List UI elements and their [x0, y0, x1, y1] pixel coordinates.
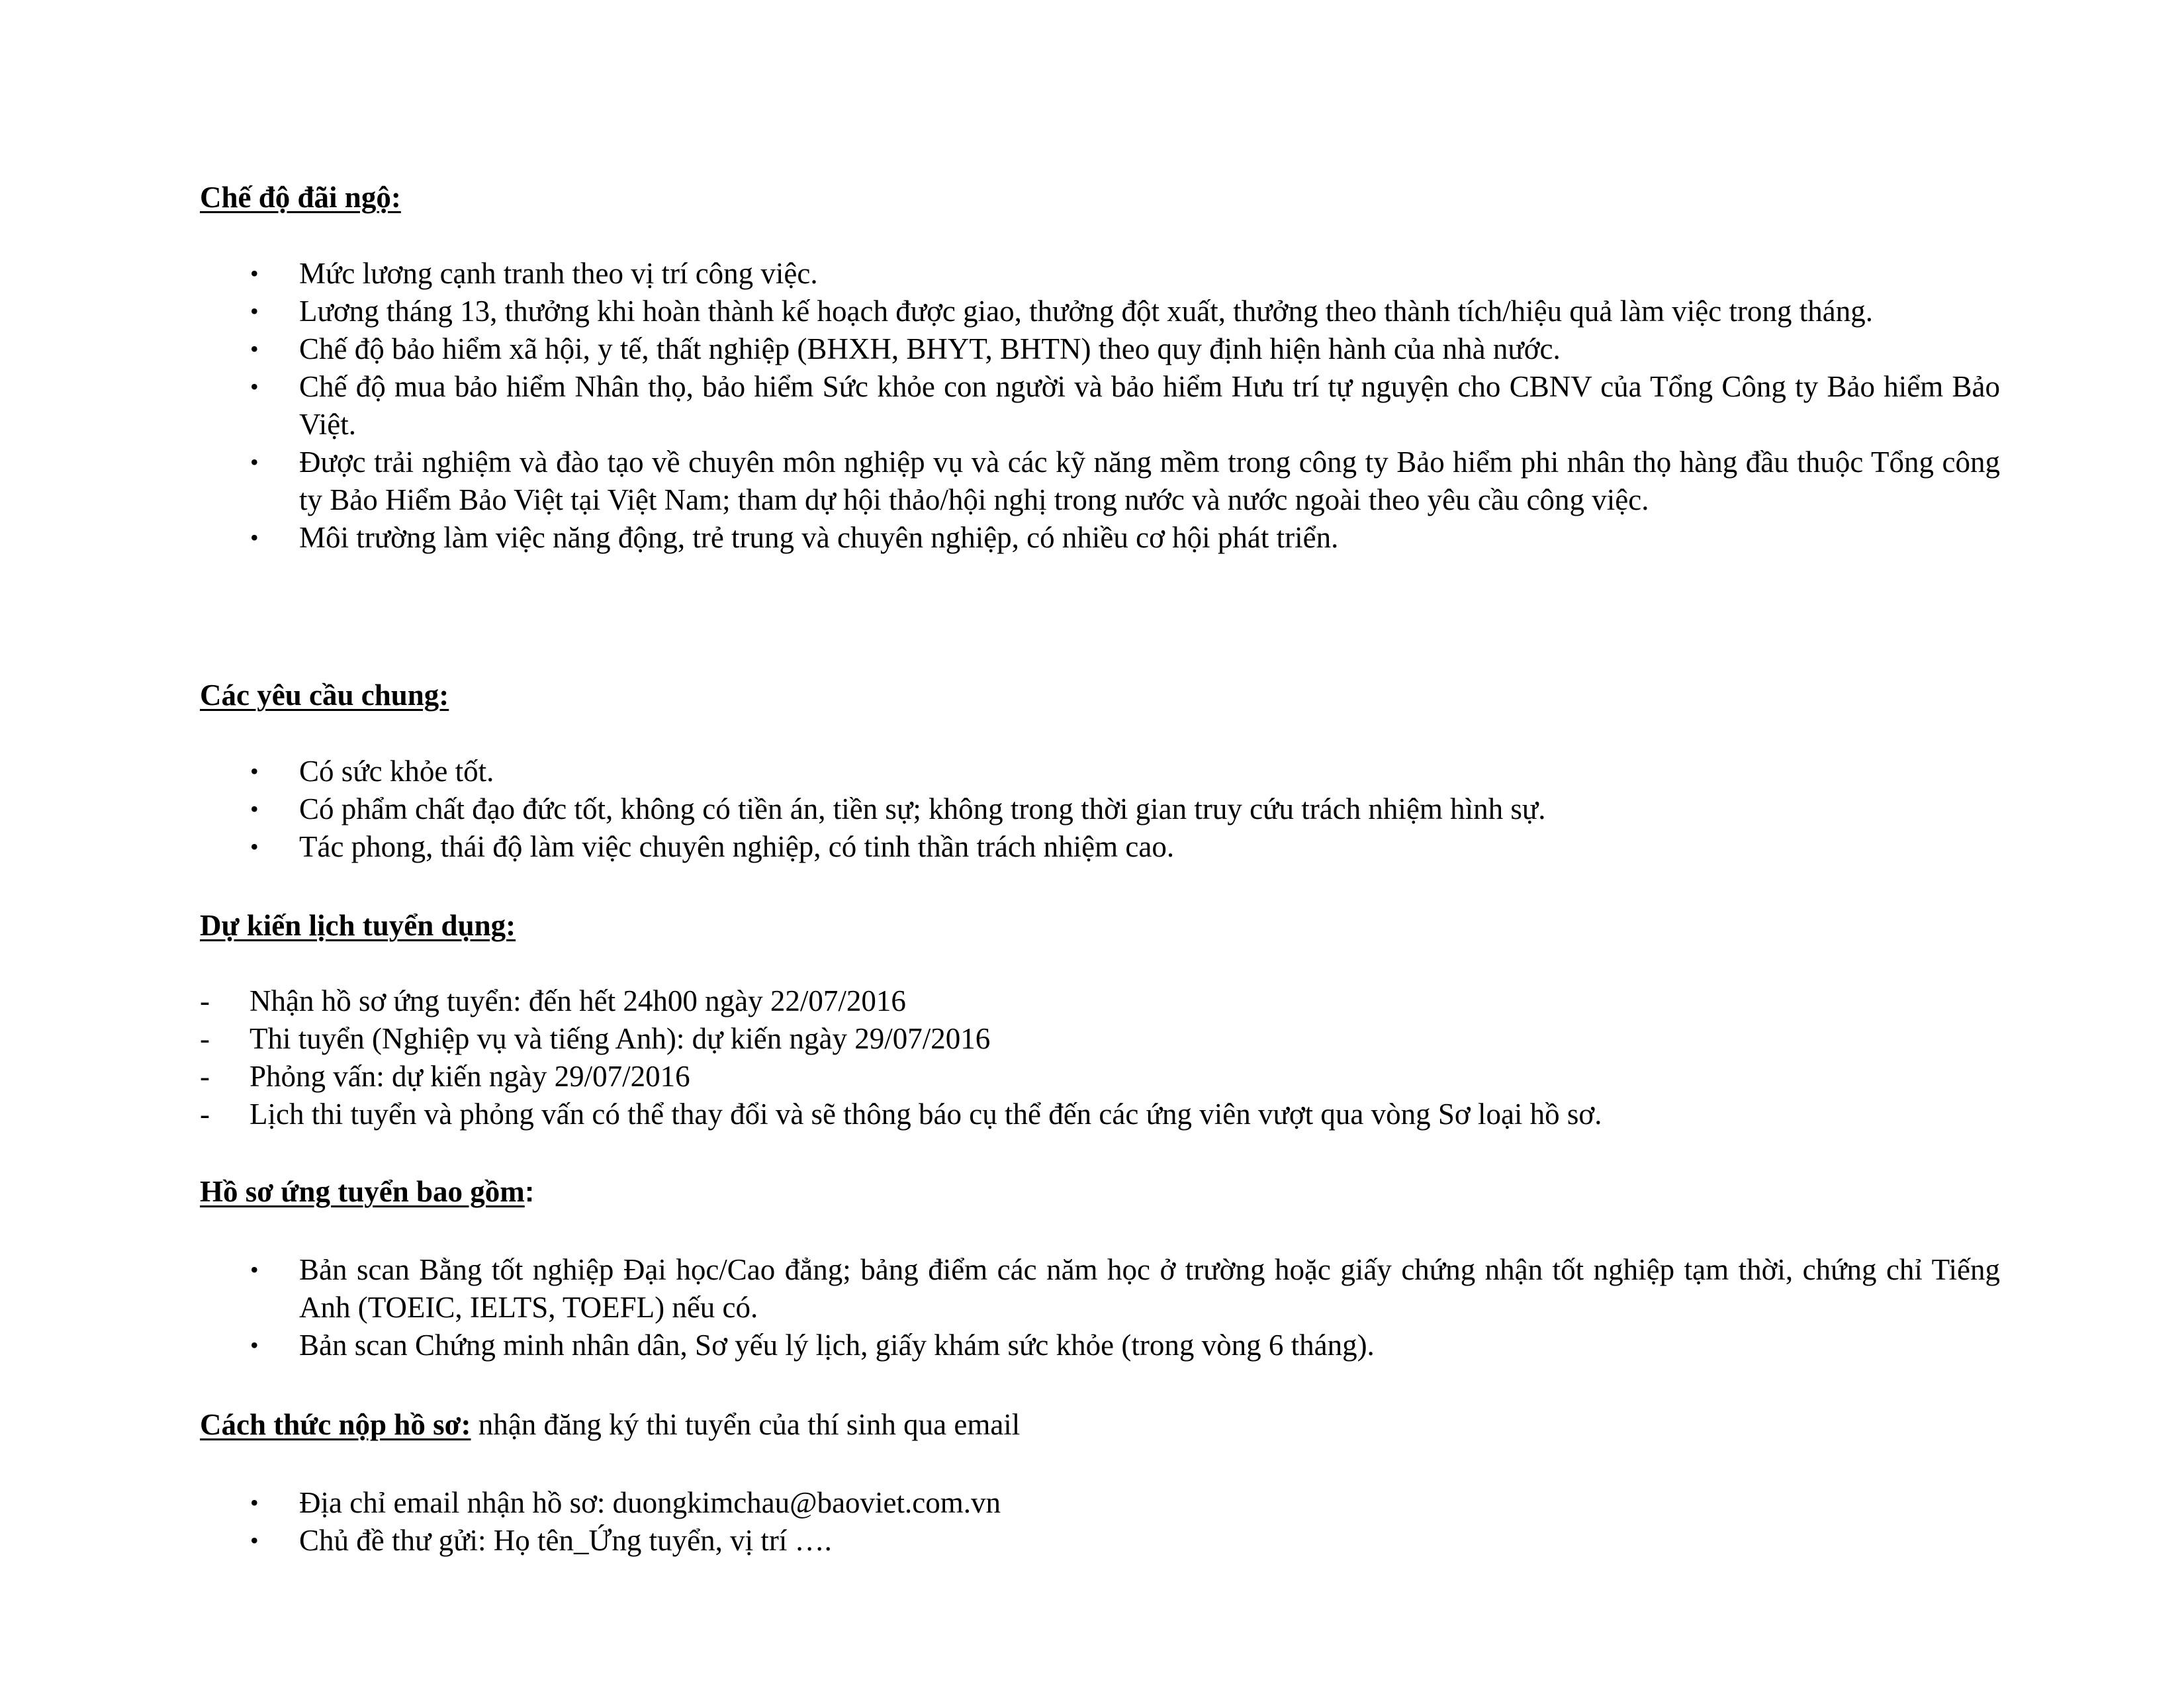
schedule-heading-text: Dự kiến lịch tuyển dụng: — [200, 909, 516, 942]
list-item: • Có phẩm chất đạo đức tốt, không có tiền án, tiền sự; không trong thời gian truy cứu trách nhiệm hình sự. — [200, 790, 2000, 828]
benefits-heading — [200, 179, 401, 216]
list-item: • Địa chỉ email nhận hồ sơ: duongkimchau@baoviet.com.vn — [200, 1484, 2000, 1522]
bullet-icon: • — [250, 833, 259, 860]
bullet-icon: • — [250, 298, 259, 324]
submission-heading — [200, 1406, 1020, 1444]
requirements-heading-text: Các yêu cầu chung: — [200, 679, 449, 712]
list-item: - Thi tuyển (Nghiệp vụ và tiếng Anh): dự kiến ngày 29/07/2016 — [200, 1020, 2000, 1058]
list-item: • Chế độ mua bảo hiểm Nhân thọ, bảo hiểm Sức khỏe con người và bảo hiểm Hưu trí tự nguyện cho CBNV của Tổng Công ty Bảo hiểm Bảo Việt. — [200, 368, 2000, 444]
schedule-heading — [200, 907, 516, 945]
list-item: • Bản scan Bằng tốt nghiệp Đại học/Cao đẳng; bảng điểm các năm học ở trường hoặc giấy chứng nhận tốt nghiệp tạm thời, chứng chỉ Tiếng Anh (TOEIC, IELTS, TOEFL) nếu có. — [200, 1251, 2000, 1327]
bullet-icon: • — [250, 373, 259, 400]
documents-heading: Hồ sơ ứng tuyển bao gồm: — [200, 1175, 535, 1208]
submission-heading-text: Cách thức nộp hồ sơ: — [200, 1408, 471, 1441]
schedule-list — [200, 982, 2000, 1133]
bullet-icon: • — [250, 1489, 259, 1516]
list-item: • Mức lương cạnh tranh theo vị trí công việc. — [200, 255, 2000, 293]
list-item: - Nhận hồ sơ ứng tuyển: đến hết 24h00 ngày 22/07/2016 — [200, 982, 2000, 1020]
bullet-icon: • — [250, 758, 259, 784]
bullet-icon: • — [250, 336, 259, 362]
list-item: • Chủ đề thư gửi: Họ tên_Ứng tuyển, vị trí …. — [200, 1522, 2000, 1560]
list-item: • Bản scan Chứng minh nhân dân, Sơ yếu lý lịch, giấy khám sức khỏe (trong vòng 6 tháng). — [200, 1327, 2000, 1364]
dash-marker: - — [200, 1060, 210, 1093]
list-item: • Chế độ bảo hiểm xã hội, y tế, thất nghiệp (BHXH, BHYT, BHTN) theo quy định hiện hành của nhà nước. — [200, 330, 2000, 368]
list-item: • Môi trường làm việc năng động, trẻ trung và chuyên nghiệp, có nhiều cơ hội phát triển. — [200, 519, 2000, 557]
bullet-icon: • — [250, 1332, 259, 1358]
documents-list — [200, 1251, 2000, 1364]
benefits-heading-text: Chế độ đãi ngộ: — [200, 181, 401, 214]
bullet-icon: • — [250, 796, 259, 822]
bullet-icon: • — [250, 524, 259, 551]
list-item: - Phỏng vấn: dự kiến ngày 29/07/2016 — [200, 1058, 2000, 1096]
bullet-icon: • — [250, 1256, 259, 1283]
bullet-icon: • — [250, 1527, 259, 1554]
list-item: • Có sức khỏe tốt. — [200, 753, 2000, 790]
dash-marker: - — [200, 984, 210, 1017]
list-item: • Lương tháng 13, thưởng khi hoàn thành kế hoạch được giao, thưởng đột xuất, thưởng theo thành tích/hiệu quả làm việc trong tháng. — [200, 293, 2000, 330]
bullet-icon: • — [250, 260, 259, 287]
requirements-list — [200, 753, 2000, 866]
list-item: • Được trải nghiệm và đào tạo về chuyên môn nghiệp vụ và các kỹ năng mềm trong công ty Bảo hiểm phi nhân thọ hàng đầu thuộc Tổng công ty Bảo Hiểm Bảo Việt tại Việt Nam; tham dự hội thảo/hội nghị trong nước và nước ngoài theo yêu cầu công việc. — [200, 444, 2000, 519]
requirements-heading — [200, 677, 449, 714]
benefits-list — [200, 255, 2000, 557]
bullet-icon: • — [250, 449, 259, 475]
dash-marker: - — [200, 1098, 210, 1131]
submission-heading-rest: nhận đăng ký thi tuyển của thí sinh qua email — [471, 1408, 1021, 1441]
submission-list — [200, 1484, 2000, 1560]
dash-marker: - — [200, 1022, 210, 1055]
list-item: • Tác phong, thái độ làm việc chuyên nghiệp, có tinh thần trách nhiệm cao. — [200, 828, 2000, 866]
list-item: - Lịch thi tuyển và phỏng vấn có thể thay đổi và sẽ thông báo cụ thể đến các ứng viên vượt qua vòng Sơ loại hồ sơ. — [200, 1096, 2000, 1133]
documents-heading-text: Hồ sơ ứng tuyển bao gồm — [200, 1175, 525, 1208]
